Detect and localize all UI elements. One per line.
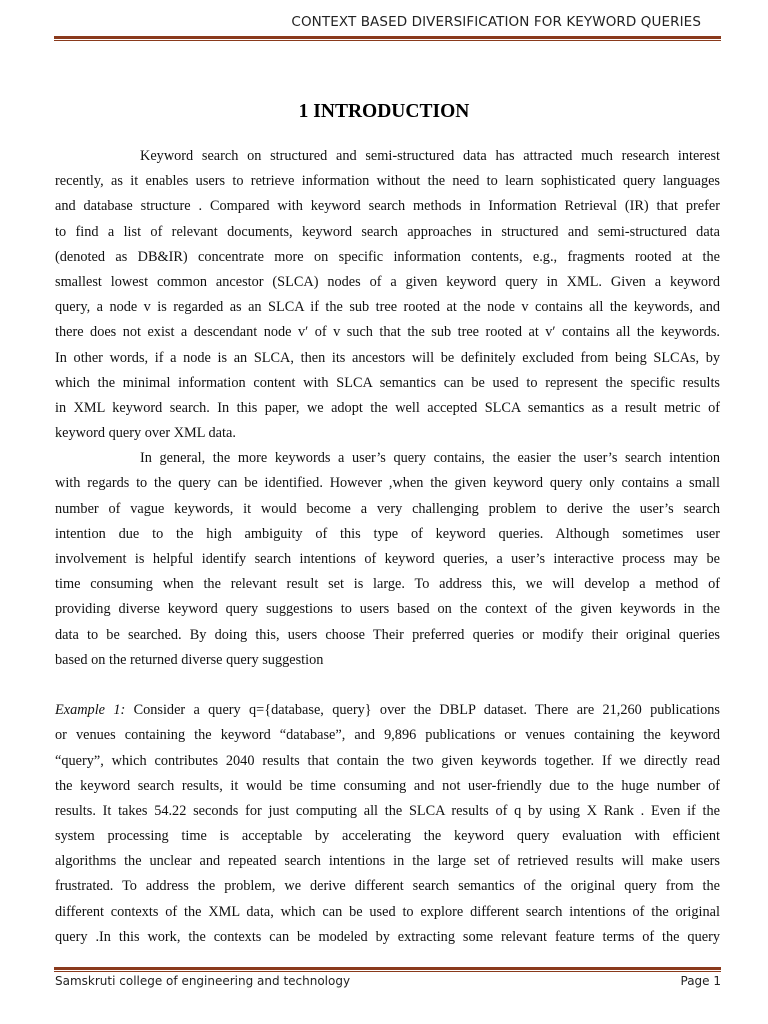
p2-line: providing diverse keyword query suggestions to users based on the context of the given keywords in the: [55, 601, 720, 618]
p3-line: [55, 698, 720, 723]
body-text: [55, 144, 720, 950]
p3-line: system processing time is acceptable by accelerating the keyword query evaluation with efficient: [55, 828, 720, 845]
p2-line: number of vague keywords, it would become a very challenging problem to derive the user’s search: [55, 500, 720, 517]
p1-line: recently, as it enables users to retrieve information without the need to learn sophisticated query languages: [55, 173, 720, 190]
p2-line: In general, the more keywords a user’s query contains, the easier the user’s search intention: [140, 450, 720, 467]
page-number: Page 1: [680, 974, 721, 988]
header-rule: [54, 36, 721, 41]
example-label: Example 1:: [55, 702, 126, 719]
p3-line: frustrated. To address the problem, we derive different search semantics of the original query from the: [55, 878, 720, 895]
p1-line: smallest lowest common ancestor (SLCA) nodes of a given keyword query in XML. Given a keyword: [55, 273, 720, 290]
p3-line-text: Consider a query q={database, query} over the DBLP dataset. There are 21,260 publications: [133, 702, 720, 719]
p3-line: query .In this work, the contexts can be modeled by extracting some relevant feature terms of the query: [55, 928, 720, 945]
footer-rule: [54, 967, 721, 972]
p3-line: “query”, which contributes 2040 results that contain the two given keywords together. If we directly read: [55, 752, 720, 769]
p1-line: to find a list of relevant documents, keyword search approaches in structured and semi-structured data: [55, 223, 720, 240]
p3-line: the keyword search results, it would be time consuming and not user-friendly due to the huge number of: [55, 777, 720, 794]
p2-line: based on the returned diverse query suggestion: [55, 651, 324, 668]
p2-line: data to be searched. By doing this, users choose Their preferred queries or modify their original queries: [55, 626, 720, 643]
p3-line: results. It takes 54.22 seconds for just computing all the SLCA results of q by using X Rank . Even if the: [55, 802, 720, 819]
p2-line: with regards to the query can be identified. However ,when the given keyword query only contains a small: [55, 475, 720, 492]
p1-line: Keyword search on structured and semi-structured data has attracted much research interest: [140, 148, 720, 164]
p2-line: time consuming when the relevant result set is large. To address this, we will develop a method of: [55, 576, 720, 593]
p2-line: involvement is helpful identify search intentions of keyword queries, a user’s interactive process may be: [55, 551, 720, 567]
p3-line: different contexts of the XML data, which can be used to explore different search intentions of the original: [55, 903, 720, 920]
section-title: 1 INTRODUCTION: [298, 101, 470, 122]
paragraph-gap: [55, 673, 720, 698]
p2-line: intention due to the high ambiguity of this type of keyword queries. Although sometimes user: [55, 525, 720, 542]
p1-line: in XML keyword search. In this paper, we adopt the well accepted SLCA semantics as a result metric of: [55, 399, 720, 416]
p1-line: query, a node v is regarded as an SLCA if the sub tree rooted at the node v contains all the keywords, and: [55, 299, 720, 316]
p1-line: In other words, if a node is an SLCA, then its ancestors will be definitely excluded from being SLCAs, by: [55, 349, 720, 366]
p1-line: and database structure . Compared with keyword search methods in Information Retrieval (IR) that prefer: [55, 198, 720, 215]
p1-line: there does not exist a descendant node v′ of v such that the sub tree rooted at v′ contains all the keywords.: [55, 324, 720, 341]
running-header: CONTEXT BASED DIVERSIFICATION FOR KEYWORD QUERIES: [291, 14, 701, 30]
p3-line: or venues containing the keyword “database”, and 9,896 publications or venues containing the keyword: [55, 727, 720, 744]
footer-college: Samskruti college of engineering and technology: [55, 974, 351, 988]
p1-line: keyword query over XML data.: [55, 425, 236, 442]
p1-line: (denoted as DB&IR) concentrate more on specific information contents, e.g., fragments rooted at the: [55, 248, 720, 265]
p3-line: algorithms the unclear and repeated search intentions in the large set of retrieved results will make users: [55, 853, 720, 870]
p1-line: which the minimal information content with SLCA semantics can be used to represent the specific results: [55, 374, 720, 391]
